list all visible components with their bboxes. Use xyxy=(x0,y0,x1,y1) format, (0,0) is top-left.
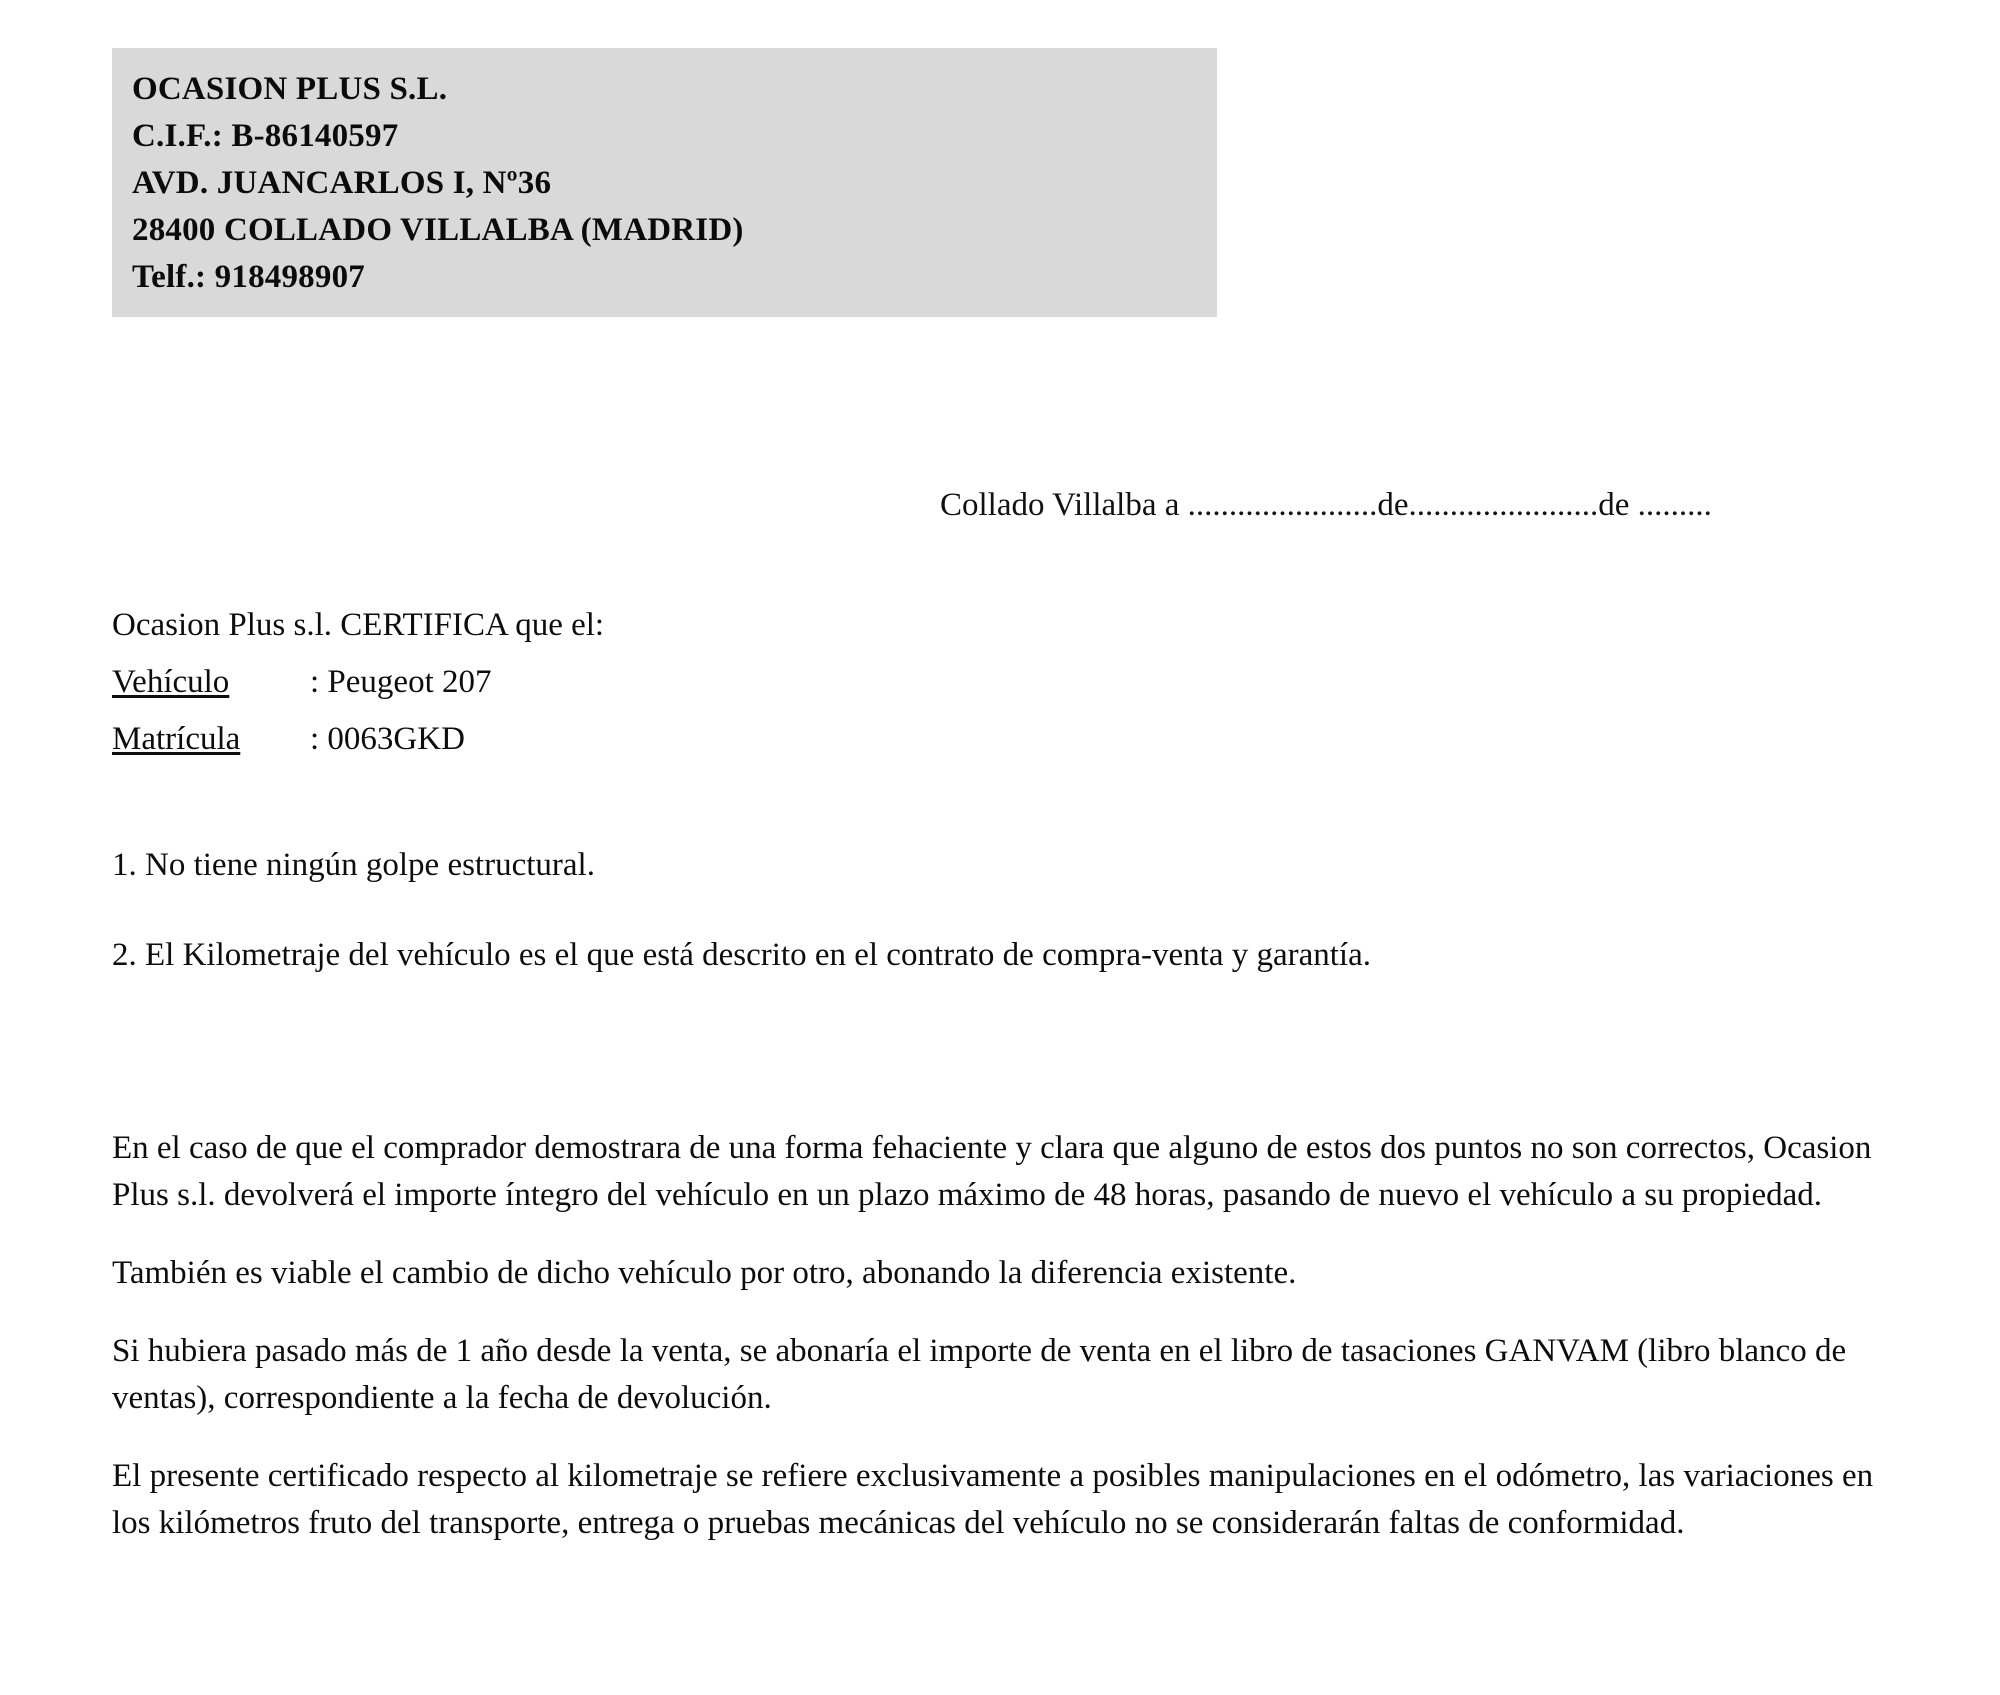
vehicle-row xyxy=(112,654,604,711)
paragraph-refund-terms: En el caso de que el comprador demostrara de una forma fehaciente y clara que alguno de estos dos puntos no son correctos, Ocasion Plus s.l. devolverá el importe íntegro del vehículo en un plazo máximo de 48 horas, pasando de nuevo el vehículo a su propiedad. xyxy=(112,1130,1872,1213)
vehicle-label: Vehículo xyxy=(112,664,230,700)
company-street: AVD. JUANCARLOS I, Nº36 xyxy=(132,165,552,201)
certified-points-list xyxy=(112,845,1371,1025)
plate-row xyxy=(112,711,604,768)
company-phone: Telf.: 918498907 xyxy=(132,259,365,295)
company-city: 28400 COLLADO VILLALBA (MADRID) xyxy=(132,212,744,248)
certification-block xyxy=(112,597,604,768)
company-cif: C.I.F.: B-86140597 xyxy=(132,118,399,154)
list-item: 1. No tiene ningún golpe estructural. xyxy=(112,847,595,883)
document-body xyxy=(112,1125,1912,1547)
list-item: 2. El Kilometraje del vehículo es el que está descrito en el contrato de compra-venta y garantía. xyxy=(112,937,1371,973)
paragraph-ganvam-valuation: Si hubiera pasado más de 1 año desde la venta, se abonaría el importe de venta en el libro de tasaciones GANVAM (libro blanco de ventas), correspondiente a la fecha de devolución. xyxy=(112,1333,1847,1416)
company-letterhead xyxy=(112,48,1217,317)
plate-value: : 0063GKD xyxy=(310,721,465,757)
vehicle-value: : Peugeot 207 xyxy=(310,664,492,700)
paragraph-exchange-option: También es viable el cambio de dicho vehículo por otro, abonando la diferencia existente. xyxy=(112,1255,1297,1291)
place-and-date-line: Collado Villalba a .......................de.......................de ......... xyxy=(940,487,1712,523)
paragraph-odometer-scope: El presente certificado respecto al kilometraje se refiere exclusivamente a posibles manipulaciones en el odómetro, las variaciones en los kilómetros fruto del transporte, entrega o pruebas mecánicas del vehículo no se considerarán faltas de conformidad. xyxy=(112,1458,1874,1541)
plate-label: Matrícula xyxy=(112,721,241,757)
company-name: OCASION PLUS S.L. xyxy=(132,71,448,107)
certifies-intro: Ocasion Plus s.l. CERTIFICA que el: xyxy=(112,607,605,643)
